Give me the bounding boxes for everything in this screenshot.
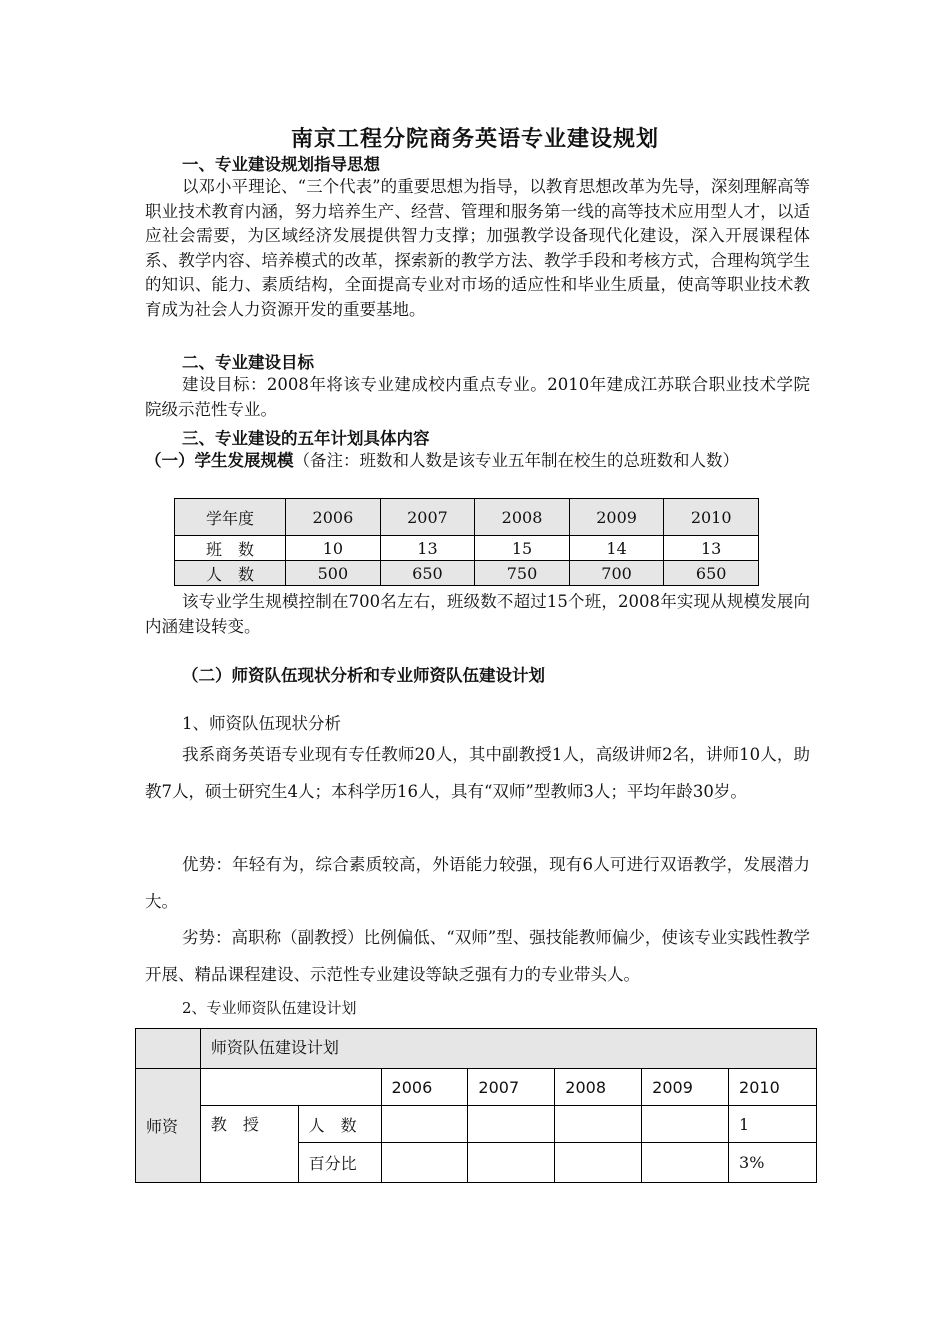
table-cell: 1 bbox=[729, 1106, 817, 1143]
table-category-cell: 教 授 bbox=[200, 1106, 298, 1183]
table-header-cell: 2006 bbox=[286, 499, 381, 536]
advantages-paragraph: 优势：年轻有为，综合素质较高，外语能力较强，现有6人可进行双语教学，发展潜力大。 bbox=[145, 855, 810, 911]
section-3-heading: 三、专业建设的五年计划具体内容 bbox=[182, 429, 430, 448]
table-row bbox=[136, 1106, 817, 1143]
section-2-paragraph: 建设目标：2008年将该专业建成校内重点专业。2010年建成江苏联合职业技术学院院级示范性专业。 bbox=[145, 375, 810, 419]
table-year-cell: 2006 bbox=[381, 1069, 468, 1106]
table-cell bbox=[468, 1106, 555, 1143]
disadvantages-paragraph: 劣势：高职称（副教授）比例偏低、“双师”型、强技能教师偏少，使该专业实践性教学开展、精品课程建设、示范性专业建设等缺乏强有力的专业带头人。 bbox=[145, 928, 810, 984]
item-2-heading: 2、专业师资队伍建设计划 bbox=[182, 999, 357, 1017]
table-cell: 13 bbox=[664, 536, 759, 561]
table-year-cell: 2008 bbox=[555, 1069, 642, 1106]
table-year-cell: 2007 bbox=[468, 1069, 555, 1106]
subsection-1-heading: （一）学生发展规模 bbox=[145, 451, 294, 470]
student-scale-table bbox=[174, 498, 759, 586]
after-table-paragraph: 该专业学生规模控制在700名左右，班级数不超过15个班，2008年实现从规模发展向内涵建设转变。 bbox=[145, 592, 810, 636]
table-header-cell: 学年度 bbox=[175, 499, 286, 536]
table-cell bbox=[555, 1143, 642, 1183]
table-caption-row bbox=[136, 1029, 817, 1069]
table-cell: 700 bbox=[569, 561, 664, 586]
table-row bbox=[175, 561, 759, 586]
table-header-row bbox=[175, 499, 759, 536]
table-cell: 750 bbox=[475, 561, 570, 586]
table-caption: 师资队伍建设计划 bbox=[200, 1029, 816, 1069]
faculty-plan-table bbox=[135, 1028, 817, 1183]
table-cell: 13 bbox=[380, 536, 475, 561]
table-cell bbox=[642, 1143, 729, 1183]
subsection-2-heading: （二）师资队伍现状分析和专业师资队伍建设计划 bbox=[182, 666, 545, 685]
table-cell: 10 bbox=[286, 536, 381, 561]
section-2-heading: 二、专业建设目标 bbox=[182, 353, 314, 372]
table-cell bbox=[468, 1143, 555, 1183]
table-cell bbox=[381, 1106, 468, 1143]
table-cell bbox=[381, 1143, 468, 1183]
table-group-cell: 师资 bbox=[136, 1069, 201, 1183]
table-header-cell: 2008 bbox=[475, 499, 570, 536]
table-header-cell: 2007 bbox=[380, 499, 475, 536]
table-row bbox=[175, 536, 759, 561]
table-year-row bbox=[136, 1069, 817, 1106]
subsection-1-note: （备注：班数和人数是该专业五年制在校生的总班数和人数） bbox=[293, 451, 739, 470]
table-cell: 15 bbox=[475, 536, 570, 561]
table-cell: 650 bbox=[664, 561, 759, 586]
section-1-paragraph: 以邓小平理论、“三个代表”的重要思想为指导，以教育思想改革为先导，深刻理解高等职业技术教育内涵，努力培养生产、经营、管理和服务第一线的高等技术应用型人才，以适应社会需要，为区域经济发展提供智力支撑；加强教学设备现代化建设，深入开展课程体系、教学内容、培养模式的改革，探索新的教学方法、教学手段和考核方式，合理构筑学生的知识、能力、素质结构，全面提高专业对市场的适应性和毕业生质量，使高等职业技术教育成为社会人力资源开发的重要基地。 bbox=[145, 177, 810, 319]
table-year-cell: 2010 bbox=[729, 1069, 817, 1106]
teacher-status-paragraph: 我系商务英语专业现有专任教师20人，其中副教授1人，高级讲师2名，讲师10人，助教7人，硕士研究生4人；本科学历16人，具有“双师”型教师3人；平均年龄30岁。 bbox=[145, 745, 810, 801]
table-row-label: 百分比 bbox=[298, 1143, 381, 1183]
page-title: 南京工程分院商务英语专业建设规划 bbox=[290, 127, 659, 152]
table-row-label: 人 数 bbox=[298, 1106, 381, 1143]
table-cell: 14 bbox=[569, 536, 664, 561]
subsection-1-line bbox=[145, 449, 810, 474]
table-year-cell: 2009 bbox=[642, 1069, 729, 1106]
section-1-heading: 一、专业建设规划指导思想 bbox=[182, 155, 380, 174]
table-cell: 人 数 bbox=[175, 561, 286, 586]
item-1-heading: 1、师资队伍现状分析 bbox=[182, 714, 341, 733]
table-cell: 650 bbox=[380, 561, 475, 586]
table-cell: 500 bbox=[286, 561, 381, 586]
table-header-cell: 2009 bbox=[569, 499, 664, 536]
table-cell: 班 数 bbox=[175, 536, 286, 561]
table-cell bbox=[642, 1106, 729, 1143]
table-blank-cell bbox=[200, 1069, 381, 1106]
table-corner-cell bbox=[136, 1029, 201, 1069]
table-header-cell: 2010 bbox=[664, 499, 759, 536]
table-cell: 3% bbox=[729, 1143, 817, 1183]
table-cell bbox=[555, 1106, 642, 1143]
